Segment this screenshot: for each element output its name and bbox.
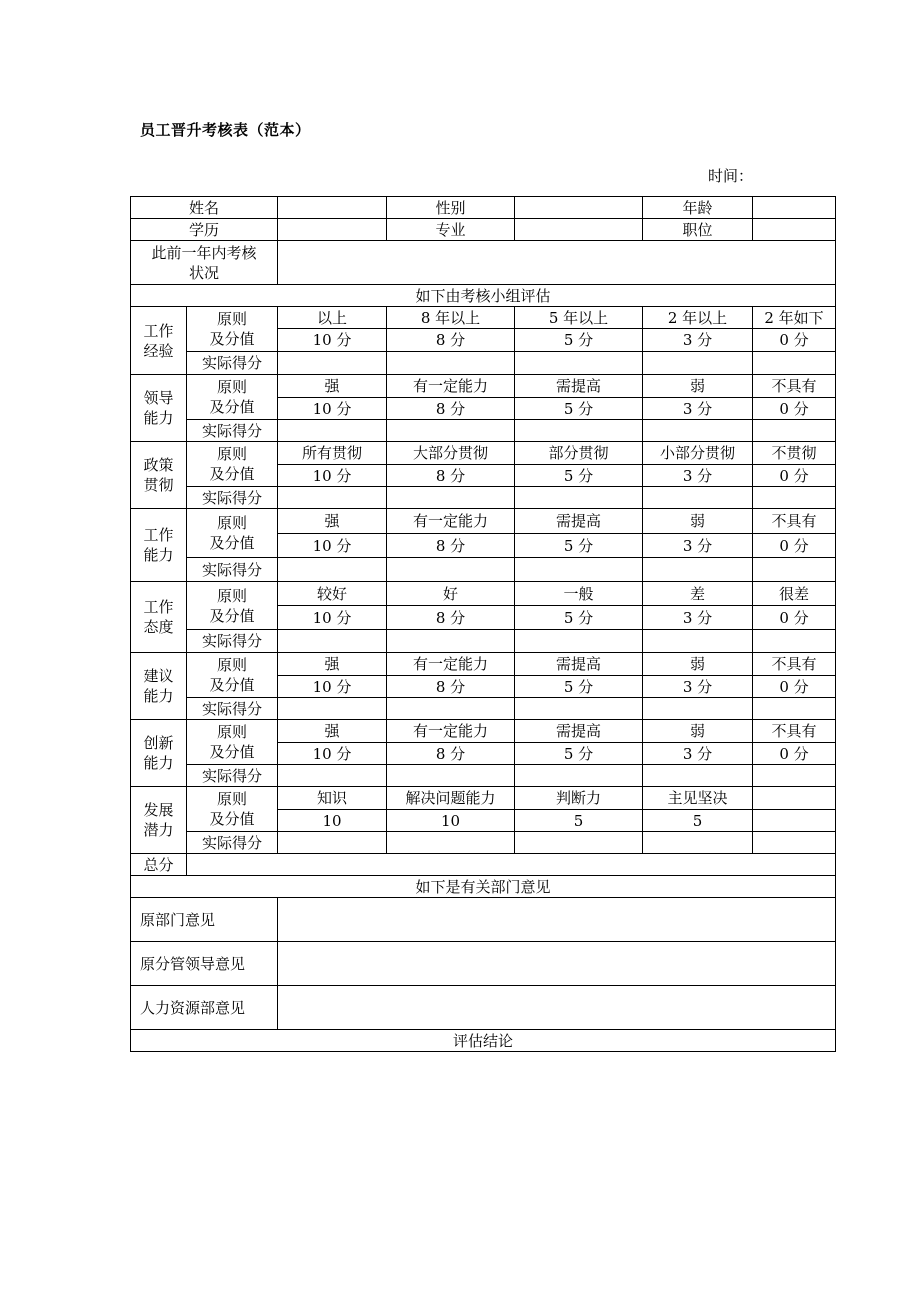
item-name-line1: 发展 [143,801,174,819]
actual-score-field[interactable] [643,765,753,787]
name-field[interactable] [278,197,387,219]
total-field[interactable] [187,854,836,876]
score-cell: 0 分 [753,534,836,558]
evaluation-table [130,196,836,1052]
score-cell: 3 分 [643,743,753,765]
score-cell: 3 分 [643,329,753,352]
criteria-levels-row [131,307,836,329]
criteria-label [187,375,278,420]
actual-score-field[interactable] [278,698,387,720]
criteria-label-line1: 原则 [217,378,248,396]
criteria-label-line2: 及分值 [209,676,255,694]
actual-score-field[interactable] [643,558,753,582]
score-cell: 8 分 [387,465,515,487]
actual-score-field[interactable] [278,832,387,854]
actual-score-field[interactable] [278,558,387,582]
actual-score-field[interactable] [643,487,753,509]
conclusion-row [131,1030,836,1052]
criteria-levels-row [131,509,836,534]
level-cell: 有一定能力 [387,653,515,676]
item-name-line1: 政策 [143,456,174,474]
total-row [131,854,836,876]
actual-score-field[interactable] [753,698,836,720]
score-cell: 0 分 [753,606,836,630]
criteria-label-line1: 原则 [217,790,248,808]
level-cell: 部分贯彻 [515,442,643,465]
actual-score-field[interactable] [643,352,753,375]
actual-score-field[interactable] [515,698,643,720]
level-cell: 弱 [643,653,753,676]
level-cell: 有一定能力 [387,509,515,534]
level-cell: 主见坚决 [643,787,753,810]
dept-opinion-label: 人力资源部意见 [131,986,278,1030]
level-cell: 强 [278,653,387,676]
score-cell: 3 分 [643,465,753,487]
gender-label: 性别 [387,197,515,219]
criteria-label-line2: 及分值 [209,465,255,483]
item-name [131,653,187,720]
score-cell: 8 分 [387,676,515,698]
level-cell: 强 [278,509,387,534]
score-cell: 5 分 [515,676,643,698]
actual-score-field[interactable] [387,487,515,509]
score-cell: 5 [643,810,753,832]
score-cell: 10 [387,810,515,832]
item-name [131,787,187,854]
criteria-levels-row [131,375,836,398]
actual-score-row [131,420,836,442]
actual-score-field[interactable] [387,765,515,787]
item-name-line2: 能力 [143,546,174,564]
dept-opinion-row [131,942,836,986]
level-cell: 2 年如下 [753,307,836,329]
actual-score-field[interactable] [515,487,643,509]
criteria-levels-row [131,442,836,465]
level-cell [753,787,836,810]
actual-score-label: 实际得分 [187,420,278,442]
dept-opinion-field[interactable] [278,942,836,986]
criteria-label-line1: 原则 [217,445,248,463]
total-label: 总分 [131,854,187,876]
prior-review-field[interactable] [278,241,836,285]
level-cell: 不具有 [753,653,836,676]
item-name [131,720,187,787]
criteria-label-line2: 及分值 [209,330,255,348]
actual-score-field[interactable] [515,765,643,787]
actual-score-field[interactable] [753,558,836,582]
level-cell: 较好 [278,582,387,606]
level-cell: 知识 [278,787,387,810]
actual-score-field[interactable] [278,420,387,442]
criteria-label-line1: 原则 [217,310,248,328]
criteria-label-line1: 原则 [217,586,248,605]
score-cell: 5 [515,810,643,832]
criteria-label-line2: 及分值 [209,810,255,828]
level-cell: 不具有 [753,509,836,534]
level-cell: 需提高 [515,653,643,676]
score-cell: 8 分 [387,329,515,352]
dept-opinion-label: 原分管领导意见 [131,942,278,986]
level-cell: 不具有 [753,375,836,398]
major-field[interactable] [515,219,643,241]
criteria-label-line2: 及分值 [209,534,255,552]
level-cell: 大部分贯彻 [387,442,515,465]
actual-score-label: 实际得分 [187,487,278,509]
score-cell: 10 分 [278,465,387,487]
criteria-label-line1: 原则 [217,723,248,741]
item-name [131,375,187,442]
actual-score-field[interactable] [278,765,387,787]
criteria-label-line1: 原则 [217,656,248,674]
criteria-levels-row [131,653,836,676]
item-name-line2: 经验 [143,341,174,360]
info-row-1 [131,197,836,219]
form-title: 员工晋升考核表（范本） [140,121,311,139]
level-cell: 2 年以上 [643,307,753,329]
education-label: 学历 [131,219,278,241]
item-name [131,307,187,375]
item-name [131,442,187,509]
score-cell: 5 分 [515,465,643,487]
level-cell: 弱 [643,720,753,743]
criteria-label [187,582,278,630]
item-name-line1: 工作 [143,526,174,544]
score-cell: 10 [278,810,387,832]
item-name-line2: 能力 [143,754,174,772]
actual-score-label: 实际得分 [187,832,278,854]
score-cell: 5 分 [515,329,643,352]
actual-score-field[interactable] [278,352,387,375]
criteria-label [187,787,278,832]
item-name-line2: 态度 [143,618,174,636]
level-cell: 弱 [643,509,753,534]
level-cell: 强 [278,720,387,743]
score-cell [753,810,836,832]
actual-score-field[interactable] [515,352,643,375]
criteria-label [187,653,278,698]
actual-score-field[interactable] [387,630,515,653]
item-name-line1: 工作 [143,321,174,340]
actual-score-field[interactable] [515,630,643,653]
level-cell: 有一定能力 [387,375,515,398]
actual-score-field[interactable] [515,832,643,854]
item-name [131,582,187,653]
actual-score-row [131,558,836,582]
score-cell: 0 分 [753,743,836,765]
score-cell: 0 分 [753,465,836,487]
level-cell: 8 年以上 [387,307,515,329]
score-cell: 0 分 [753,329,836,352]
dept-heading-row [131,876,836,898]
actual-score-field[interactable] [753,420,836,442]
group-heading-row [131,285,836,307]
actual-score-row [131,352,836,375]
actual-score-field[interactable] [753,765,836,787]
score-cell: 3 分 [643,398,753,420]
actual-score-row [131,487,836,509]
criteria-label [187,307,278,352]
level-cell: 所有贯彻 [278,442,387,465]
item-name-line2: 能力 [143,409,174,427]
actual-score-field[interactable] [387,420,515,442]
level-cell: 5 年以上 [515,307,643,329]
score-cell: 10 分 [278,676,387,698]
score-cell: 5 分 [515,606,643,630]
criteria-label-line2: 及分值 [209,743,255,761]
actual-score-row [131,630,836,653]
age-label: 年龄 [643,197,753,219]
score-cell: 10 分 [278,743,387,765]
item-name-line2: 贯彻 [143,476,174,494]
actual-score-field[interactable] [753,630,836,653]
time-label: 时间： [708,167,754,185]
level-cell: 判断力 [515,787,643,810]
level-cell: 不贯彻 [753,442,836,465]
actual-score-field[interactable] [278,487,387,509]
score-cell: 8 分 [387,534,515,558]
dept-opinion-row [131,986,836,1030]
score-cell: 0 分 [753,676,836,698]
criteria-label [187,442,278,487]
score-cell: 3 分 [643,606,753,630]
actual-score-field[interactable] [515,420,643,442]
actual-score-field[interactable] [387,558,515,582]
score-cell: 10 分 [278,329,387,352]
group-heading: 如下由考核小组评估 [131,285,836,307]
actual-score-field[interactable] [753,487,836,509]
score-cell: 8 分 [387,606,515,630]
age-field[interactable] [753,197,836,219]
prior-review-row [131,241,836,285]
score-cell: 8 分 [387,743,515,765]
score-cell: 5 分 [515,534,643,558]
score-cell: 5 分 [515,398,643,420]
dept-opinion-field[interactable] [278,898,836,942]
prior-review-label-line1: 此前一年内考核 [151,243,257,262]
score-cell: 3 分 [643,676,753,698]
item-name-line1: 创新 [143,734,174,752]
education-field[interactable] [278,219,387,241]
score-cell: 8 分 [387,398,515,420]
level-cell: 需提高 [515,509,643,534]
dept-opinion-field[interactable] [278,986,836,1030]
level-cell: 好 [387,582,515,606]
level-cell: 小部分贯彻 [643,442,753,465]
actual-score-field[interactable] [753,352,836,375]
gender-field[interactable] [515,197,643,219]
level-cell: 需提高 [515,375,643,398]
level-cell: 差 [643,582,753,606]
level-cell: 需提高 [515,720,643,743]
dept-opinion-label: 原部门意见 [131,898,278,942]
criteria-label [187,509,278,558]
level-cell: 不具有 [753,720,836,743]
level-cell: 强 [278,375,387,398]
actual-score-field[interactable] [643,420,753,442]
actual-score-field[interactable] [643,832,753,854]
actual-score-field[interactable] [387,832,515,854]
actual-score-label: 实际得分 [187,765,278,787]
item-name [131,509,187,582]
level-cell: 弱 [643,375,753,398]
actual-score-label: 实际得分 [187,352,278,375]
criteria-label-line2: 及分值 [209,606,255,625]
item-name-line1: 领导 [143,389,174,407]
actual-score-field[interactable] [753,832,836,854]
actual-score-label: 实际得分 [187,558,278,582]
item-name-line2: 能力 [143,687,174,705]
score-cell: 10 分 [278,534,387,558]
prior-review-label-line2: 状况 [189,263,220,282]
level-cell: 以上 [278,307,387,329]
level-cell: 解决问题能力 [387,787,515,810]
actual-score-field[interactable] [387,352,515,375]
info-row-2 [131,219,836,241]
item-name-line2: 潜力 [143,821,174,839]
criteria-levels-row [131,720,836,743]
conclusion-label: 评估结论 [131,1030,836,1052]
actual-score-field[interactable] [278,630,387,653]
score-cell: 5 分 [515,743,643,765]
actual-score-row [131,765,836,787]
actual-score-field[interactable] [643,630,753,653]
level-cell: 一般 [515,582,643,606]
level-cell: 有一定能力 [387,720,515,743]
name-label: 姓名 [131,197,278,219]
score-cell: 10 分 [278,606,387,630]
criteria-label-line1: 原则 [217,514,248,532]
actual-score-field[interactable] [515,558,643,582]
actual-score-row [131,832,836,854]
score-cell: 10 分 [278,398,387,420]
criteria-levels-row [131,787,836,810]
dept-opinion-row [131,898,836,942]
dept-heading: 如下是有关部门意见 [131,876,836,898]
score-cell: 0 分 [753,398,836,420]
level-cell: 很差 [753,582,836,606]
actual-score-label: 实际得分 [187,630,278,653]
criteria-label-line2: 及分值 [209,398,255,416]
prior-review-label [131,241,278,285]
position-label: 职位 [643,219,753,241]
criteria-levels-row [131,582,836,606]
actual-score-field[interactable] [643,698,753,720]
criteria-label [187,720,278,765]
item-name-line1: 建议 [143,667,174,685]
actual-score-label: 实际得分 [187,698,278,720]
actual-score-row [131,698,836,720]
score-cell: 3 分 [643,534,753,558]
actual-score-field[interactable] [387,698,515,720]
item-name-line1: 工作 [143,598,174,616]
major-label: 专业 [387,219,515,241]
evaluation-table-body [131,197,836,1052]
position-field[interactable] [753,219,836,241]
